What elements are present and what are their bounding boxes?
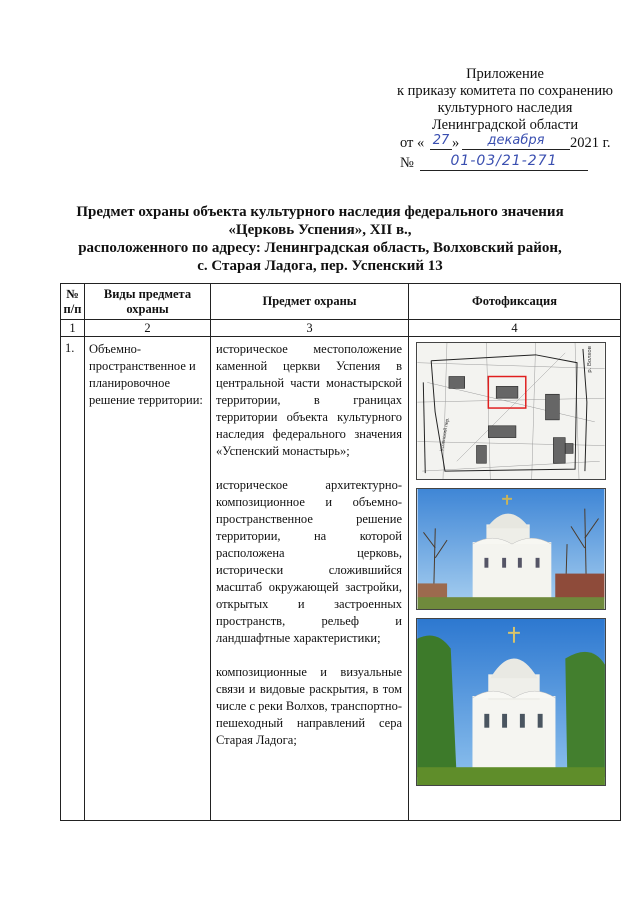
church-photo-2 (416, 618, 606, 786)
title-line: «Церковь Успения», XII в., (228, 222, 412, 238)
site-plan-image (416, 342, 606, 480)
header-row (61, 284, 621, 320)
date-prefix: от « (400, 135, 425, 151)
date-month: декабря (462, 132, 570, 150)
appendix-line: к приказу комитета по сохранению (396, 83, 613, 99)
appendix-line: Приложение (466, 66, 544, 82)
date-mid: » (452, 135, 460, 151)
photo-cell (409, 337, 621, 821)
title-line: расположенного по адресу: Ленинградская область, Волховский район, (78, 240, 562, 256)
col-number: 2 (85, 320, 211, 337)
header-photo: Фотофиксация (409, 284, 621, 320)
number-label: № (400, 155, 414, 171)
map-label-street: Успенский пер. (440, 417, 451, 452)
col-number: 4 (409, 320, 621, 337)
subject-item: композиционные и визуальные связи и видовые раскрытия, в том числе с реки Волхов, транспортно-пешеходный направлений сера Старая Ладога; (216, 665, 402, 747)
title-line: с. Старая Ладога, пер. Успенский 13 (197, 258, 443, 274)
date-year: 2021 г. (570, 135, 611, 151)
row-number: 1. (61, 337, 85, 821)
title-line: Предмет охраны объекта культурного наследия федерального значения (76, 204, 564, 220)
protection-table (60, 283, 621, 821)
subject-item: историческое местоположение каменной церкви Успения в центральной части монастырской территории, в границах территории объекта культурного наследия федерального значения «Успенский монастырь»; (216, 342, 402, 458)
column-number-row (61, 320, 621, 337)
date-day: 27 (430, 132, 452, 150)
header-type: Виды предмета охраны (85, 284, 211, 320)
appendix-line: Ленинградской области (431, 117, 579, 133)
order-number (380, 153, 630, 172)
header-no: № п/п (61, 284, 85, 320)
table-row (61, 337, 621, 821)
number-value: 01-03/21-271 (420, 153, 588, 171)
col-number: 1 (61, 320, 85, 337)
protection-subject (211, 337, 409, 821)
col-number: 3 (211, 320, 409, 337)
header-subject: Предмет охраны (211, 284, 409, 320)
document-title (60, 203, 580, 275)
appendix-header (380, 66, 630, 172)
subject-item: историческое архитектурно-композиционное и объемно-пространственное решение территории, на которой расположена церковь, исторически сложившийся масштаб окружающей застройки, открытых и застроенных пространств, рельеф и ландшафтные характеристики; (216, 478, 402, 645)
church-photo-1 (416, 488, 606, 610)
order-date (380, 134, 630, 153)
protection-type: Объемно-пространственное и планировочное решение территории: (85, 337, 211, 821)
appendix-line: культурного наследия (437, 100, 573, 116)
map-label-river: р. Волхов (586, 346, 593, 373)
